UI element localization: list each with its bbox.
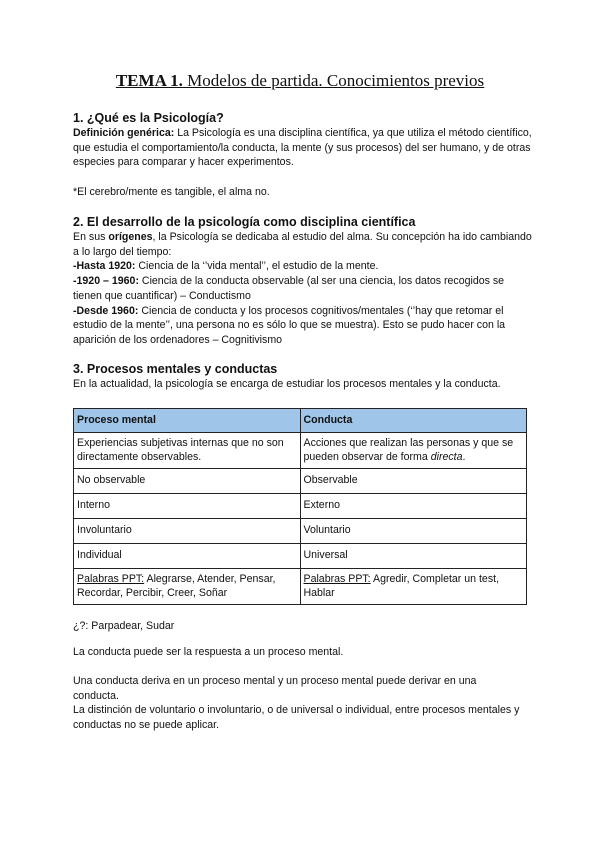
section-1 — [73, 110, 533, 200]
table-row — [74, 433, 527, 469]
table-cell: Voluntario — [300, 519, 527, 544]
paragraph: ¿?: Parpadear, Sudar — [73, 620, 175, 632]
section-heading: 1. ¿Qué es la Psicología? — [73, 111, 224, 125]
section-2 — [73, 214, 533, 348]
table-row — [74, 494, 527, 519]
table-cell: Involuntario — [74, 519, 301, 544]
table-cell: Experiencias subjetivas internas que no son directamente observables. — [74, 433, 301, 469]
intro-paragraph: En sus orígenes, la Psicología se dedicaba al estudio del alma. Su concepción ha ido cambiando a lo largo del tiempo: — [73, 231, 532, 258]
intro-paragraph: En la actualidad, la psicología se encarga de estudiar los procesos mentales y la conducta. — [73, 378, 501, 390]
page-title: TEMA 1. Modelos de partida. Conocimientos previos — [115, 71, 485, 90]
table-cell: Individual — [74, 544, 301, 569]
definition-paragraph: Definición genérica: La Psicología es una disciplina científica, ya que utiliza el método científico, que estudia el comportamiento/la conducta, la mente (y sus procesos) del ser humano, y de otras especies para comparar y hacer experimentos. — [73, 127, 532, 169]
section-heading: 2. El desarrollo de la psicología como disciplina científica — [73, 215, 416, 229]
table-cell: Interno — [74, 494, 301, 519]
header-cell: Proceso mental — [74, 409, 301, 433]
table-cell: Palabras PPT: Agredir, Completar un test, Hablar — [300, 569, 527, 605]
table-header-row — [74, 409, 527, 433]
paragraph: Una conducta deriva en un proceso mental y un proceso mental puede derivar en una conducta. — [73, 675, 477, 702]
table-cell: Palabras PPT: Alegrarse, Atender, Pensar, Recordar, Percibir, Creer, Soñar — [74, 569, 301, 605]
table-row — [74, 544, 527, 569]
period-item: -Desde 1960: Ciencia de conducta y los procesos cognitivos/mentales (‘’hay que retomar el estudio de la mente’’, una persona no es sólo lo que se muestra). Esto se pudo hacer con la aparición de los ordenadores – Cognitivismo — [73, 304, 506, 346]
table-cell: Acciones que realizan las personas y que se pueden observar de forma directa. — [300, 433, 527, 469]
comparison-table — [73, 408, 527, 605]
table-cell: No observable — [74, 469, 301, 494]
period-item: -Hasta 1920: Ciencia de la ‘’vida mental’’, el estudio de la mente. — [73, 260, 379, 273]
table-row — [74, 519, 527, 544]
note: *El cerebro/mente es tangible, el alma no. — [73, 186, 270, 199]
table-row — [74, 469, 527, 494]
section-heading: 3. Procesos mentales y conductas — [73, 362, 278, 376]
table-cell: Observable — [300, 469, 527, 494]
paragraph: La conducta puede ser la respuesta a un proceso mental. — [73, 646, 344, 658]
section-3 — [73, 361, 543, 392]
paragraph: La distinción de voluntario o involuntario, o de universal o individual, entre procesos mentales y conductas no se puede aplicar. — [73, 704, 520, 731]
period-item: -1920 – 1960: Ciencia de la conducta observable (al ser una ciencia, los datos recogidos se tienen que cuantificar) – Conductismo — [73, 275, 505, 302]
table-cell: Universal — [300, 544, 527, 569]
table-cell: Externo — [300, 494, 527, 519]
table-row — [74, 569, 527, 605]
header-cell: Conducta — [300, 409, 527, 433]
